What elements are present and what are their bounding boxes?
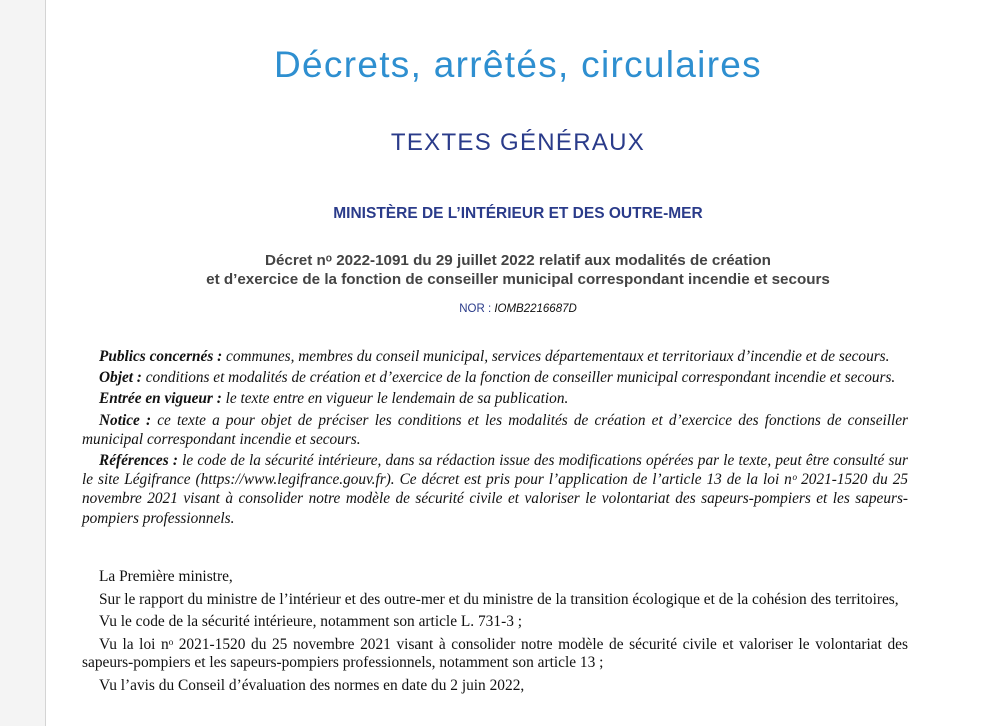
summary-text: le texte entre en vigueur le lendemain de sa publication. bbox=[221, 390, 569, 408]
body-paragraph: Vu l’avis du Conseil d’évaluation des normes en date du 2 juin 2022, bbox=[99, 676, 525, 694]
section-title: TEXTES GÉNÉRAUX bbox=[390, 129, 646, 156]
summary-label: Références : bbox=[99, 452, 178, 470]
summary-item-publics bbox=[82, 347, 908, 366]
body-paragraph: La Première ministre, bbox=[99, 568, 233, 585]
nor-reference bbox=[48, 303, 988, 315]
summary-text: ce texte a pour objet de préciser les conditions et les modalités de création et d’exercice des fonctions de conseiller municipal correspondant incendie et secours. bbox=[82, 411, 908, 448]
decree-body bbox=[82, 568, 908, 700]
decree-title-line-2: et d’exercice de la fonction de conseiller municipal correspondant incendie et secours bbox=[206, 271, 830, 288]
decree-title bbox=[48, 251, 988, 289]
summary-text: communes, membres du conseil municipal, services départementaux et territoriaux d’incendie et de secours. bbox=[222, 348, 890, 365]
summary-label: Publics concernés : bbox=[99, 348, 223, 365]
summary-text: conditions et modalités de création et d’exercice de la fonction de conseiller municipal correspondant incendie et secours. bbox=[141, 369, 896, 387]
left-margin-rule bbox=[0, 0, 46, 726]
decree-title-line-1: Décret nᵒ 2022-1091 du 29 juillet 2022 relatif aux modalités de création bbox=[265, 252, 771, 269]
summary-label: Entrée en vigueur : bbox=[99, 390, 222, 408]
summary-item-entree bbox=[82, 389, 908, 408]
nor-label: NOR : bbox=[459, 303, 495, 315]
decree-summary bbox=[82, 347, 908, 530]
summary-text: le code de la sécurité intérieure, dans sa rédaction issue des modifications opérées par le texte, peut être consulté sur le site Légifrance (https://www.legifrance.gouv.fr). Ce décret est pris pour l’application de l’article 13 de la loi nᵒ 2021-1520 du 25 novembre 2021 visant à consolider notre modèle de sécurité civile et valoriser le volontariat des sapeurs-pompiers et les sapeurs-pompiers professionnels. bbox=[82, 452, 909, 527]
summary-item-objet bbox=[82, 368, 908, 387]
summary-item-notice bbox=[82, 411, 908, 449]
body-paragraph: Vu le code de la sécurité intérieure, notamment son article L. 731-3 ; bbox=[99, 613, 523, 631]
summary-label: Objet : bbox=[99, 369, 142, 387]
ministry-heading: MINISTÈRE DE L’INTÉRIEUR ET DES OUTRE-MER bbox=[333, 205, 703, 222]
page-header-title: Décrets, arrêtés, circulaires bbox=[274, 44, 762, 85]
nor-value: IOMB2216687D bbox=[494, 303, 577, 315]
body-paragraph: Vu la loi nᵒ 2021-1520 du 25 novembre 2021 visant à consolider notre modèle de sécurité civile et valoriser le volontariat des sapeurs-pompiers et les sapeurs-pompiers professionnels, notamment son article 13 ; bbox=[82, 635, 908, 672]
summary-label: Notice : bbox=[99, 411, 152, 429]
body-paragraph: Sur le rapport du ministre de l’intérieur et des outre-mer et du ministre de la transition écologique et de la cohésion des territoires, bbox=[99, 590, 899, 608]
summary-item-references bbox=[82, 451, 908, 528]
